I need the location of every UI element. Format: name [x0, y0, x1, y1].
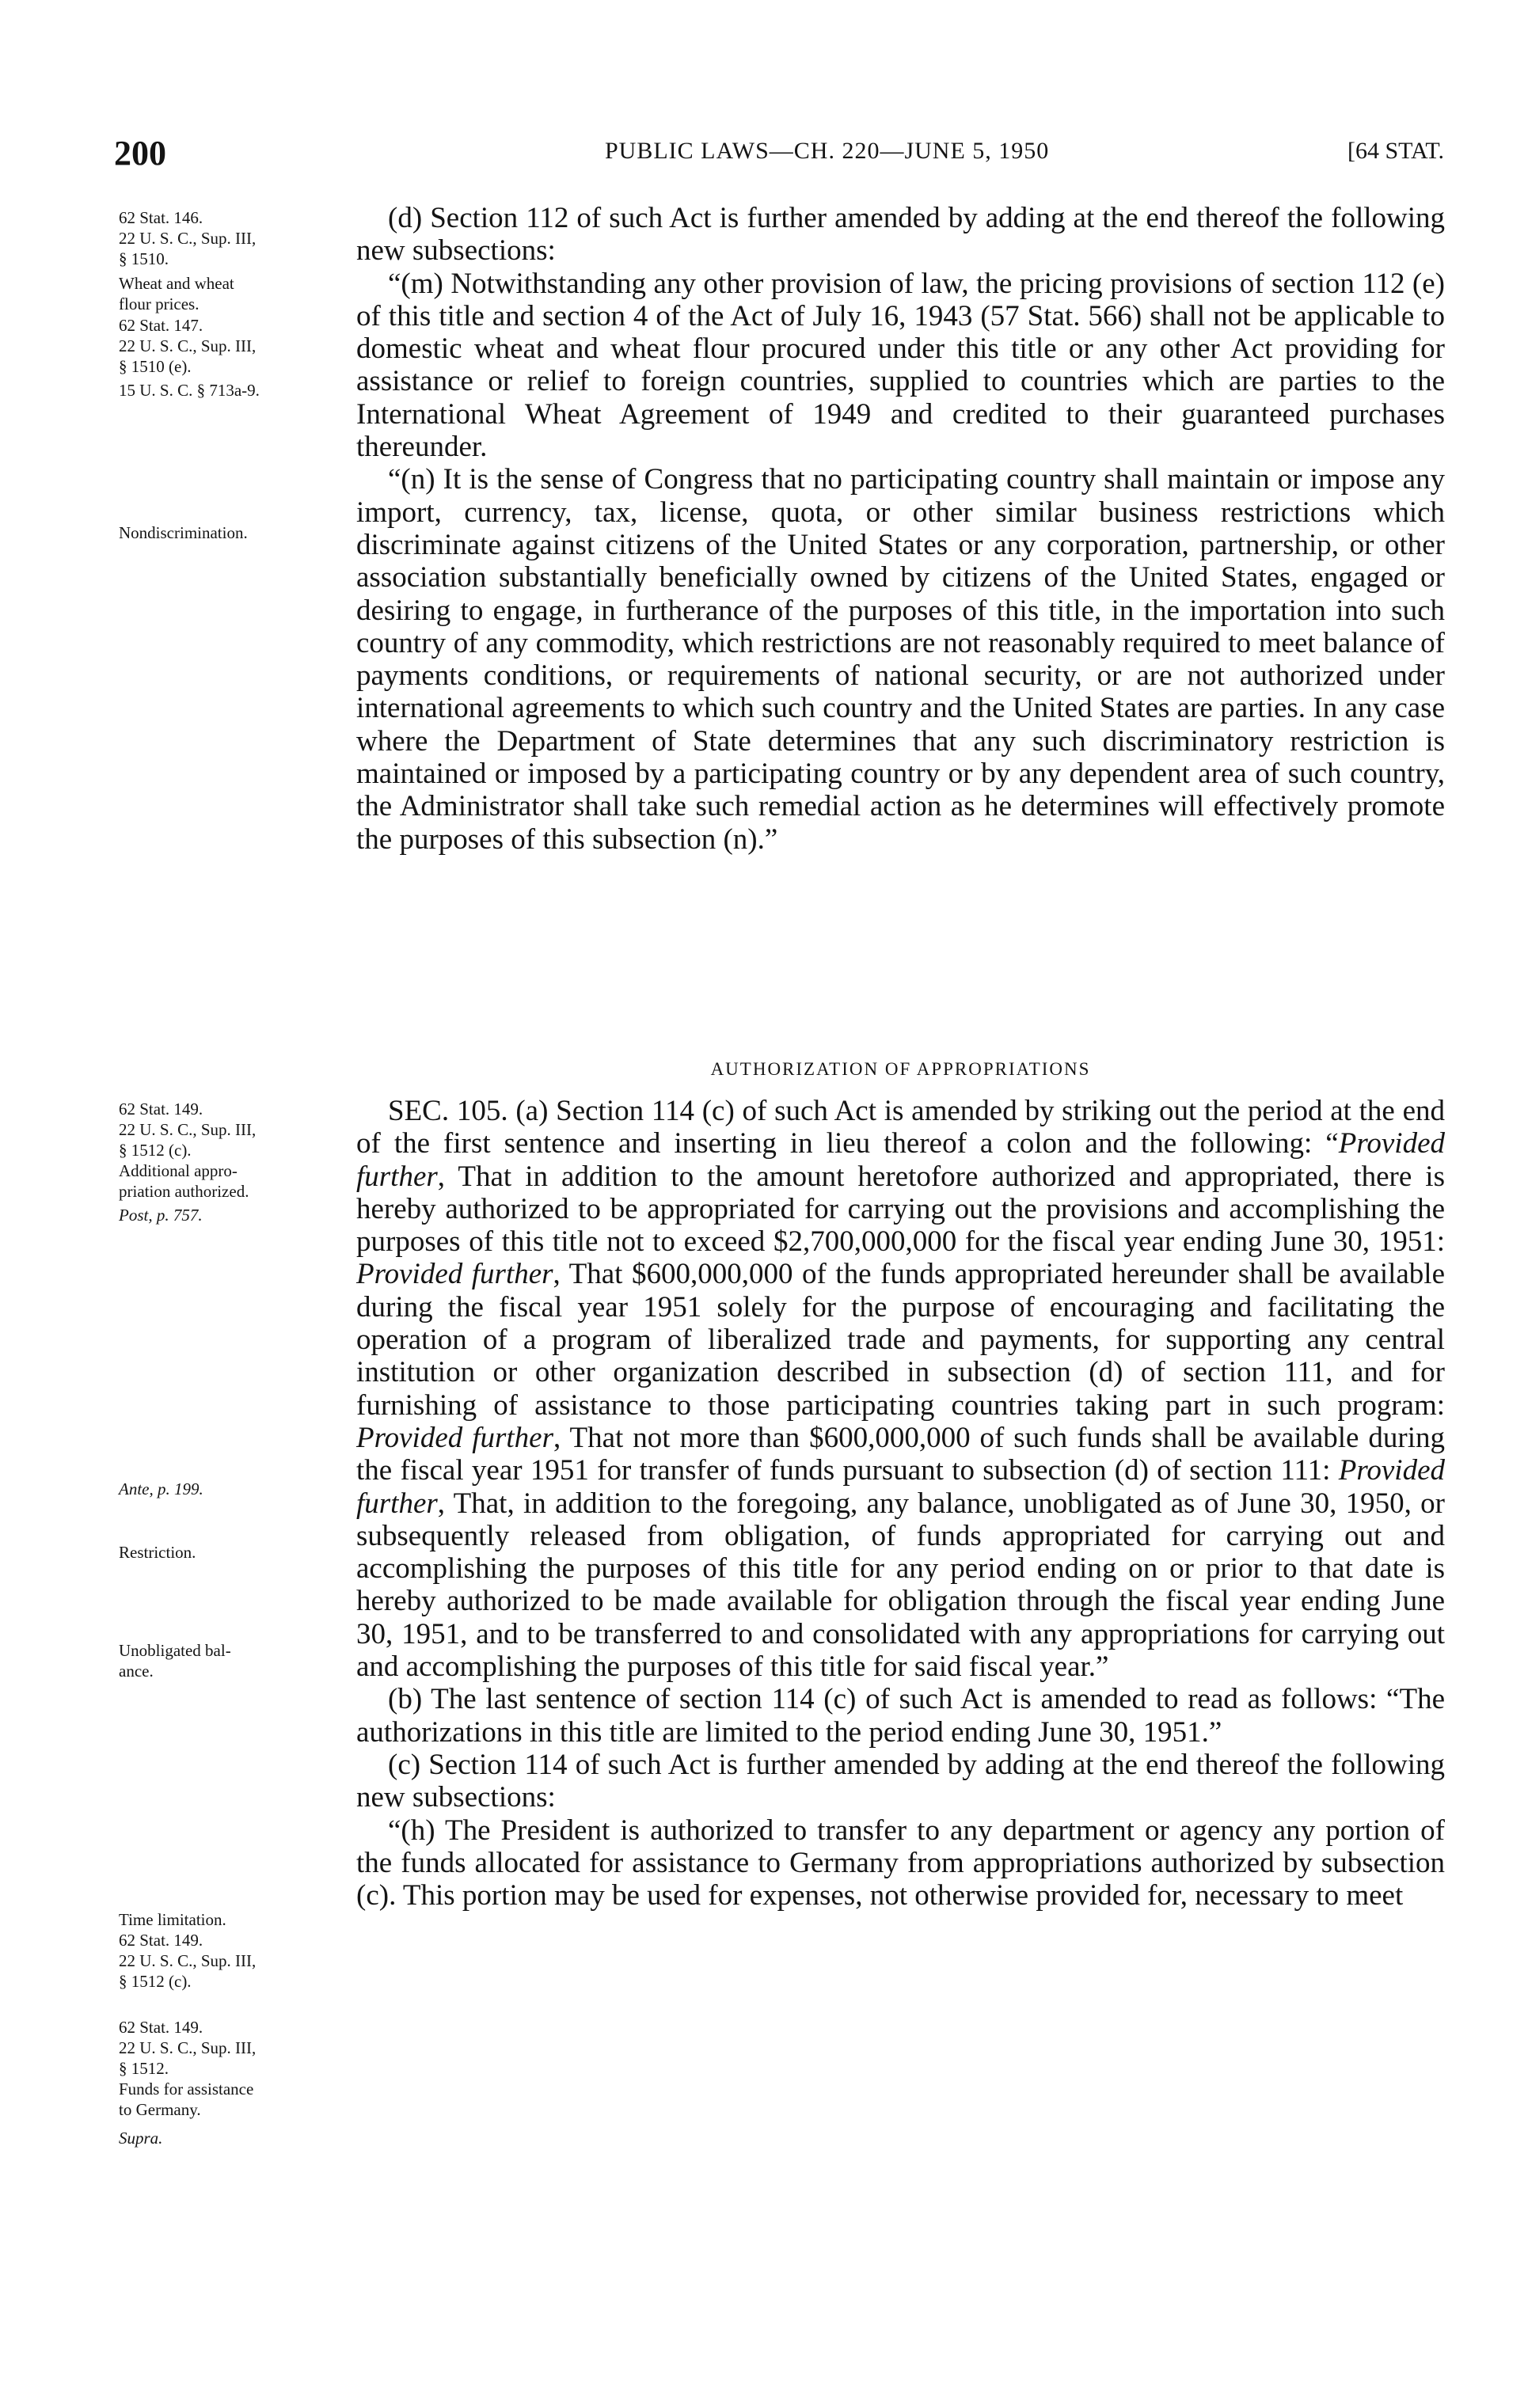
section-heading: AUTHORIZATION OF APPROPRIATIONS	[710, 1059, 1091, 1079]
paragraph-m: “(m) Notwithstanding any other provision of law, the pricing provisions of section 112 (e) of this title and section 4 of the Act of July 16, 1943 (57 Stat. 566) shall not be applicable to domestic wheat and wheat flour procured under this title or any other Act providing for assistance or relief to foreign countries, supplied to countries which are parties to the International Wheat Agreement of 1949 and credited to their guaranteed purchases thereunder.	[356, 267, 1445, 464]
page-header	[114, 133, 1444, 171]
margin-line: Supra.	[119, 2129, 163, 2148]
margin-line: § 1512 (c).	[119, 1972, 192, 1991]
margin-note-citation	[119, 315, 356, 377]
margin-line: Post, p. 757.	[119, 1206, 203, 1225]
text-run: , That not more than $600,000,000 of such funds shall be available during the fiscal year 1951 for transfer of funds pursuant to subsection (d) of section 111:	[356, 1421, 1446, 1487]
margin-line: Wheat and wheat	[119, 274, 234, 293]
margin-line: 62 Stat. 149.	[119, 1100, 203, 1119]
margin-line: Time limitation.	[119, 1910, 226, 1929]
text-run: , That, in addition to the foregoing, any balance, unobligated as of June 30, 1950, or subsequently released from obligation, of funds appropriated for carrying out and accomplishing the purposes of this title for any period ending on or prior to that date is hereby authorized to be made available for obligation through the fiscal year ending June 30, 1951, and to be transferred to and consolidated with any appropriations for carrying out and accomplishing the purposes of this title for said fiscal year.”	[356, 1487, 1445, 1684]
margin-line: 62 Stat. 149.	[119, 2018, 203, 2037]
margin-line: § 1512.	[119, 2059, 169, 2078]
margin-line: § 1510 (e).	[119, 357, 192, 376]
margin-line: Ante, p. 199.	[119, 1479, 203, 1498]
page-number: 200	[114, 134, 166, 173]
margin-line: Restriction.	[119, 1543, 196, 1562]
margin-line: 62 Stat. 146.	[119, 208, 203, 227]
paragraph-c: (c) Section 114 of such Act is further amended by adding at the end thereof the following new subsections:	[356, 1748, 1445, 1814]
margin-line: Additional appro-	[119, 1161, 238, 1180]
margin-line: Funds for assistance	[119, 2079, 254, 2098]
proviso-italic: Provided further	[356, 1421, 553, 1454]
margin-note-additional-appropriation	[119, 1099, 356, 1202]
margin-note-ante	[119, 1479, 356, 1499]
margin-line: Unobligated bal-	[119, 1641, 231, 1660]
margin-note-wheat-prices	[119, 273, 356, 314]
paragraph-h: “(h) The President is authorized to transfer to any department or agency any portion of the funds allocated for assistance to Germany from appropriations authorized by subsection (c). This portion may be used for expenses, not otherwise provided for, necessary to meet	[356, 1814, 1445, 1912]
margin-line: 22 U. S. C., Sup. III,	[119, 2038, 257, 2057]
margin-line: 15 U. S. C. § 713a-9.	[119, 381, 260, 400]
margin-note-time-limitation	[119, 1909, 356, 1992]
body-text-block-1	[356, 202, 1445, 856]
margin-note-unobligated-balance	[119, 1640, 356, 1681]
margin-note-supra	[119, 2128, 356, 2148]
body-text-block-2	[356, 1095, 1445, 1912]
text-run: , That in addition to the amount heretofore authorized and appropriated, there is hereby authorized to be appropriated for carrying out the provisions and accomplishing the purposes of this title not to exceed $2,700,000,000 for the fiscal year ending June 30, 1951:	[356, 1160, 1445, 1259]
margin-line: 22 U. S. C., Sup. III,	[119, 1120, 257, 1139]
margin-line: to Germany.	[119, 2100, 201, 2119]
margin-line: Nondiscrimination.	[119, 523, 248, 542]
margin-line: 62 Stat. 149.	[119, 1931, 203, 1950]
margin-line: 22 U. S. C., Sup. III,	[119, 229, 257, 248]
margin-line: 22 U. S. C., Sup. III,	[119, 336, 257, 355]
margin-note-nondiscrimination	[119, 522, 356, 543]
margin-line: § 1510.	[119, 249, 169, 268]
proviso-italic: Provided further	[356, 1127, 1445, 1193]
text-run: , That $600,000,000 of the funds appropriated hereunder shall be available during the fiscal year 1951 solely for the purpose of encouraging and facilitating the operation of a program of liberalized trade and payments, for supporting any central institution or other organization described in subsection (d) of section 111, and for furnishing of assistance to those participating countries taking part in such program:	[356, 1258, 1445, 1422]
margin-line: ance.	[119, 1662, 154, 1681]
proviso-italic: Provided further	[356, 1258, 553, 1291]
margin-note-restriction	[119, 1542, 356, 1563]
paragraph-d: (d) Section 112 of such Act is further amended by adding at the end thereof the following new subsections:	[356, 202, 1445, 268]
margin-line: 22 U. S. C., Sup. III,	[119, 1951, 257, 1970]
running-title: PUBLIC LAWS—CH. 220—JUNE 5, 1950	[605, 138, 1050, 164]
margin-note-post	[119, 1205, 356, 1225]
margin-note-citation	[119, 380, 356, 401]
margin-note-germany-funds	[119, 2017, 356, 2120]
margin-line: 62 Stat. 147.	[119, 316, 203, 335]
paragraph-b: (b) The last sentence of section 114 (c) of such Act is amended to read as follows: “The authorizations in this title are limited to the period ending June 30, 1951.”	[356, 1683, 1445, 1749]
text-run: SEC. 105. (a) Section 114 (c) of such Act is amended by striking out the period at the end of the first sentence and inserting in lieu thereof a colon and the following: “	[356, 1095, 1445, 1160]
margin-note-citation	[119, 207, 356, 269]
margin-line: § 1512 (c).	[119, 1141, 192, 1160]
margin-line: flour prices.	[119, 294, 200, 313]
volume-reference: [64 STAT.	[1347, 138, 1444, 164]
proviso-italic: Provided further	[356, 1454, 1445, 1520]
paragraph-n: “(n) It is the sense of Congress that no participating country shall maintain or impose any import, currency, tax, license, quota, or other similar business restrictions which discriminate against citizens of the United States or any corporation, partnership, or other association substantially beneficially owned by citizens of the United States, engaged or desiring to engage, in furtherance of the purposes of this title, in the importation into such country of any commodity, which restrictions are not reasonably required to meet balance of payments conditions, or requirements of national security, or are not authorized under international agreements to which such country and the United States are parties. In any case where the Department of State determines that any such discriminatory restriction is maintained or imposed by a participating country or by any dependent area of such country, the Administrator shall take such remedial action as he determines will effectively promote the purposes of this subsection (n).”	[356, 463, 1445, 856]
paragraph-sec105-a	[356, 1095, 1445, 1683]
margin-line: priation authorized.	[119, 1182, 249, 1201]
